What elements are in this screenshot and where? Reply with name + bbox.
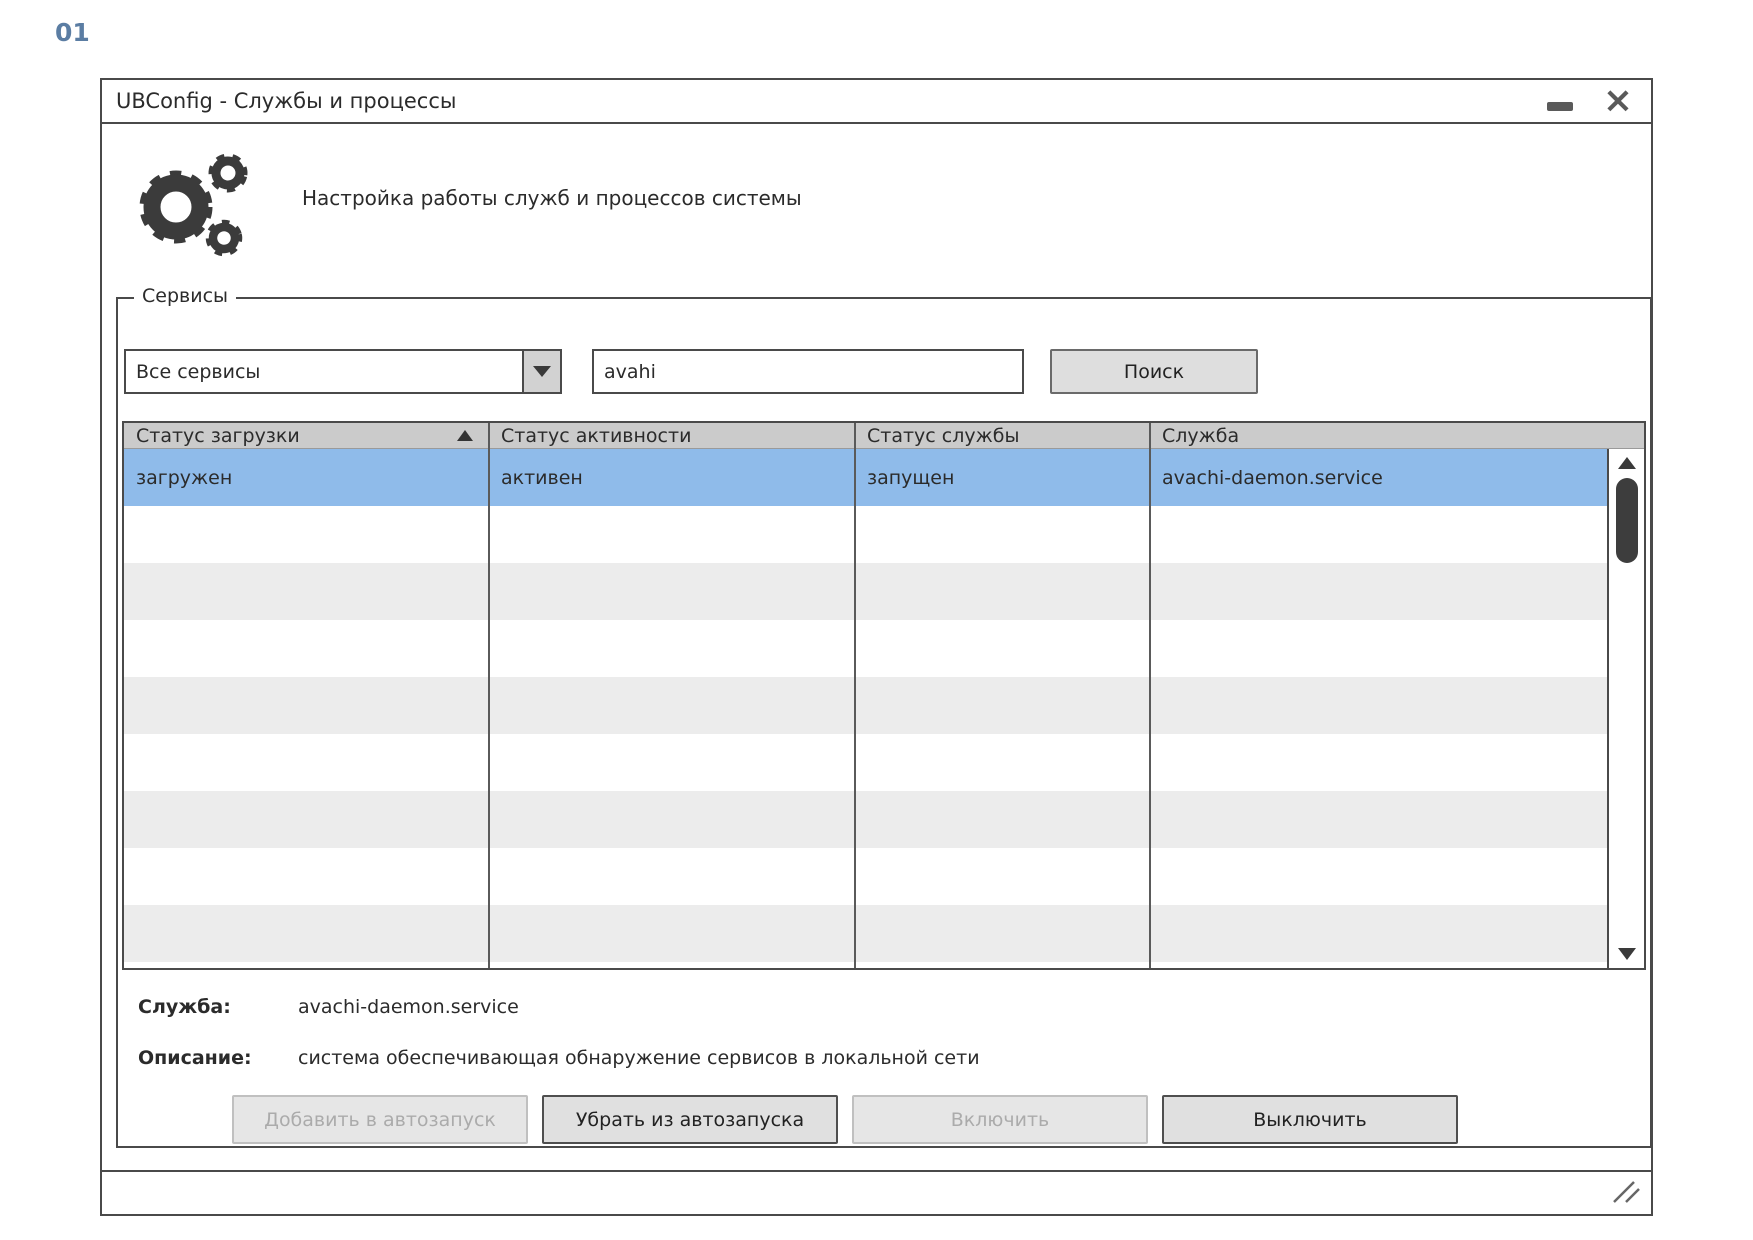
page-number: 01 [55,18,90,47]
table-row-empty [124,962,1607,968]
resize-grip[interactable] [1607,1178,1645,1206]
column-separator [488,423,490,968]
table-row-empty [124,677,1607,734]
title-bar [102,80,1651,124]
table-row-empty [124,905,1607,962]
sort-ascending-icon [457,430,473,441]
app-subtitle: Настройка работы служб и процессов системы [302,186,802,210]
vertical-scrollbar[interactable] [1607,449,1644,968]
detail-description [138,1047,980,1069]
column-header-active-status[interactable]: Статус активности [501,424,692,447]
table-row-empty [124,506,1607,563]
column-header-service-status[interactable]: Статус службы [867,424,1020,447]
description-value: система обеспечивающая обнаружение сервисов в локальной сети [298,1047,980,1069]
cell-load-status: загружен [136,466,233,489]
groupbox-legend: Сервисы [134,285,236,307]
table-row-selected[interactable] [124,449,1607,506]
scrollbar-thumb[interactable] [1616,478,1638,563]
app-window [100,78,1653,1216]
table-row-empty [124,620,1607,677]
service-value: avachi-daemon.service [298,996,519,1018]
cell-service-status: запущен [867,466,955,489]
column-header-load-status[interactable]: Статус загрузки [124,423,489,448]
disable-button[interactable]: Выключить [1162,1095,1458,1144]
cell-service: avachi-daemon.service [1162,466,1383,489]
scroll-down-icon[interactable] [1618,948,1636,960]
column-separator [854,423,856,968]
status-bar-divider [102,1170,1651,1172]
enable-button[interactable]: Включить [852,1095,1148,1144]
service-filter-value: Все сервисы [136,360,261,383]
close-button[interactable]: × [1602,80,1633,121]
table-body [124,449,1607,968]
table-header-row [124,423,1644,449]
scroll-up-icon[interactable] [1618,457,1636,469]
service-label: Служба: [138,996,231,1018]
gears-icon [130,144,262,262]
search-input[interactable] [592,349,1024,394]
service-filter-dropdown[interactable] [124,349,562,394]
remove-from-autostart-button[interactable]: Убрать из автозапуска [542,1095,838,1144]
minimize-button[interactable] [1547,102,1573,111]
column-separator [1149,423,1151,968]
add-to-autostart-button[interactable]: Добавить в автозапуск [232,1095,528,1144]
table-row-empty [124,791,1607,848]
chevron-down-icon [533,366,551,377]
search-button[interactable]: Поиск [1050,349,1258,394]
table-row-empty [124,563,1607,620]
description-label: Описание: [138,1047,252,1069]
dropdown-arrow-button[interactable] [522,351,560,392]
services-table [122,421,1646,970]
table-row-empty [124,734,1607,791]
column-header-service[interactable]: Служба [1162,424,1240,447]
cell-active-status: активен [501,466,583,489]
table-empty-rows [124,506,1607,968]
services-groupbox [116,285,1652,1148]
window-title: UBConfig - Службы и процессы [116,89,457,113]
table-row-empty [124,848,1607,905]
detail-service [138,996,519,1018]
